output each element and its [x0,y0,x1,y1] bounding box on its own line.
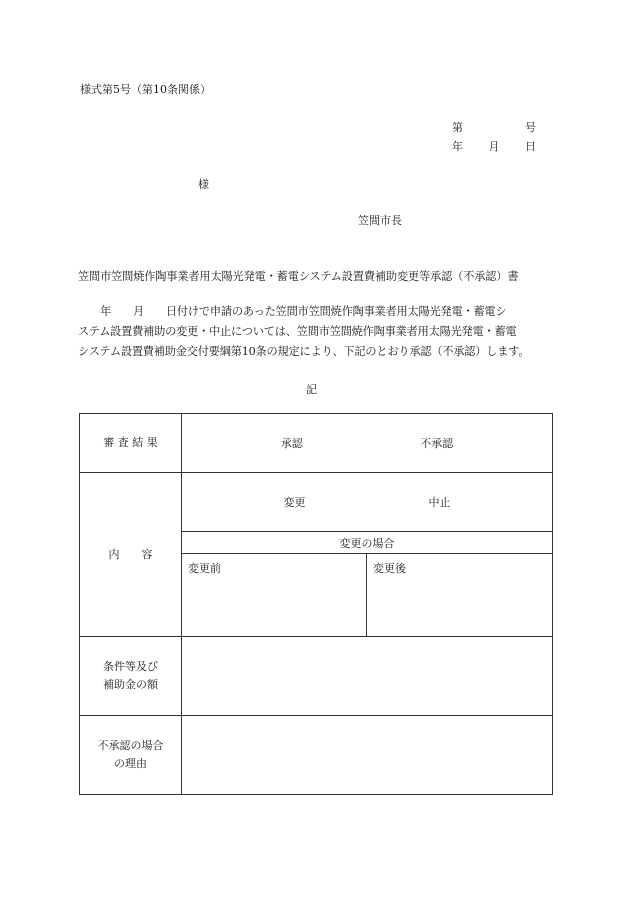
body-line: システム設置費補助金交付要綱第10条の規定により、下記のとおり承認（不承認）します。 [78,345,530,358]
disapprove-option: 不承認 [420,437,454,450]
conditions-label [80,637,182,716]
review-result-row [80,414,553,473]
content-options [182,473,553,532]
after-cell [367,554,553,637]
document-title: 笠間市笠間焼作陶事業者用太陽光発電・蓄電システム設置費補助変更等承認（不承認）書 [78,270,519,283]
conditions-value [182,637,553,716]
reason-value [182,716,553,795]
date-year: 年 [452,140,463,153]
document-number [452,119,536,135]
reason-label-line: 不承認の場合 [97,739,164,752]
body-line: ステム設置費補助の変更・中止については、笠間市笠間焼作陶事業者用太陽光発電・蓄電 [78,325,517,338]
review-result-label: 審 査 結 果 [80,414,182,473]
reason-label [80,716,182,795]
before-cell [182,554,367,637]
content-label: 内 容 [80,473,182,637]
change-case-label: 変更の場合 [182,532,553,554]
change-option: 変更 [283,496,306,509]
reason-row [80,716,553,795]
document-date [452,138,536,154]
date-day: 日 [525,140,536,153]
before-label: 変更前 [188,562,221,575]
cancel-option: 中止 [428,496,451,509]
content-row [80,473,553,532]
form-number: 様式第5号（第10条関係） [80,83,211,96]
doc-no-suffix: 号 [525,121,536,134]
reason-label-line: の理由 [114,757,147,770]
conditions-row [80,637,553,716]
conditions-label-line: 条件等及び [103,660,158,673]
doc-no-prefix: 第 [452,121,463,134]
body-line: 年 月 日付けで申請のあった笠間市笠間焼作陶事業者用太陽光発電・蓄電シ [78,305,507,318]
after-label: 変更後 [373,562,406,575]
body-text [78,302,556,362]
approve-option: 承認 [280,437,303,450]
conditions-label-line: 補助金の額 [103,678,158,691]
addressee: 様 [198,178,209,191]
note-heading: 記 [306,383,317,396]
review-result-options [182,414,553,473]
issuer: 笠間市長 [358,214,402,227]
approval-table [79,413,553,795]
date-month: 月 [488,140,500,153]
